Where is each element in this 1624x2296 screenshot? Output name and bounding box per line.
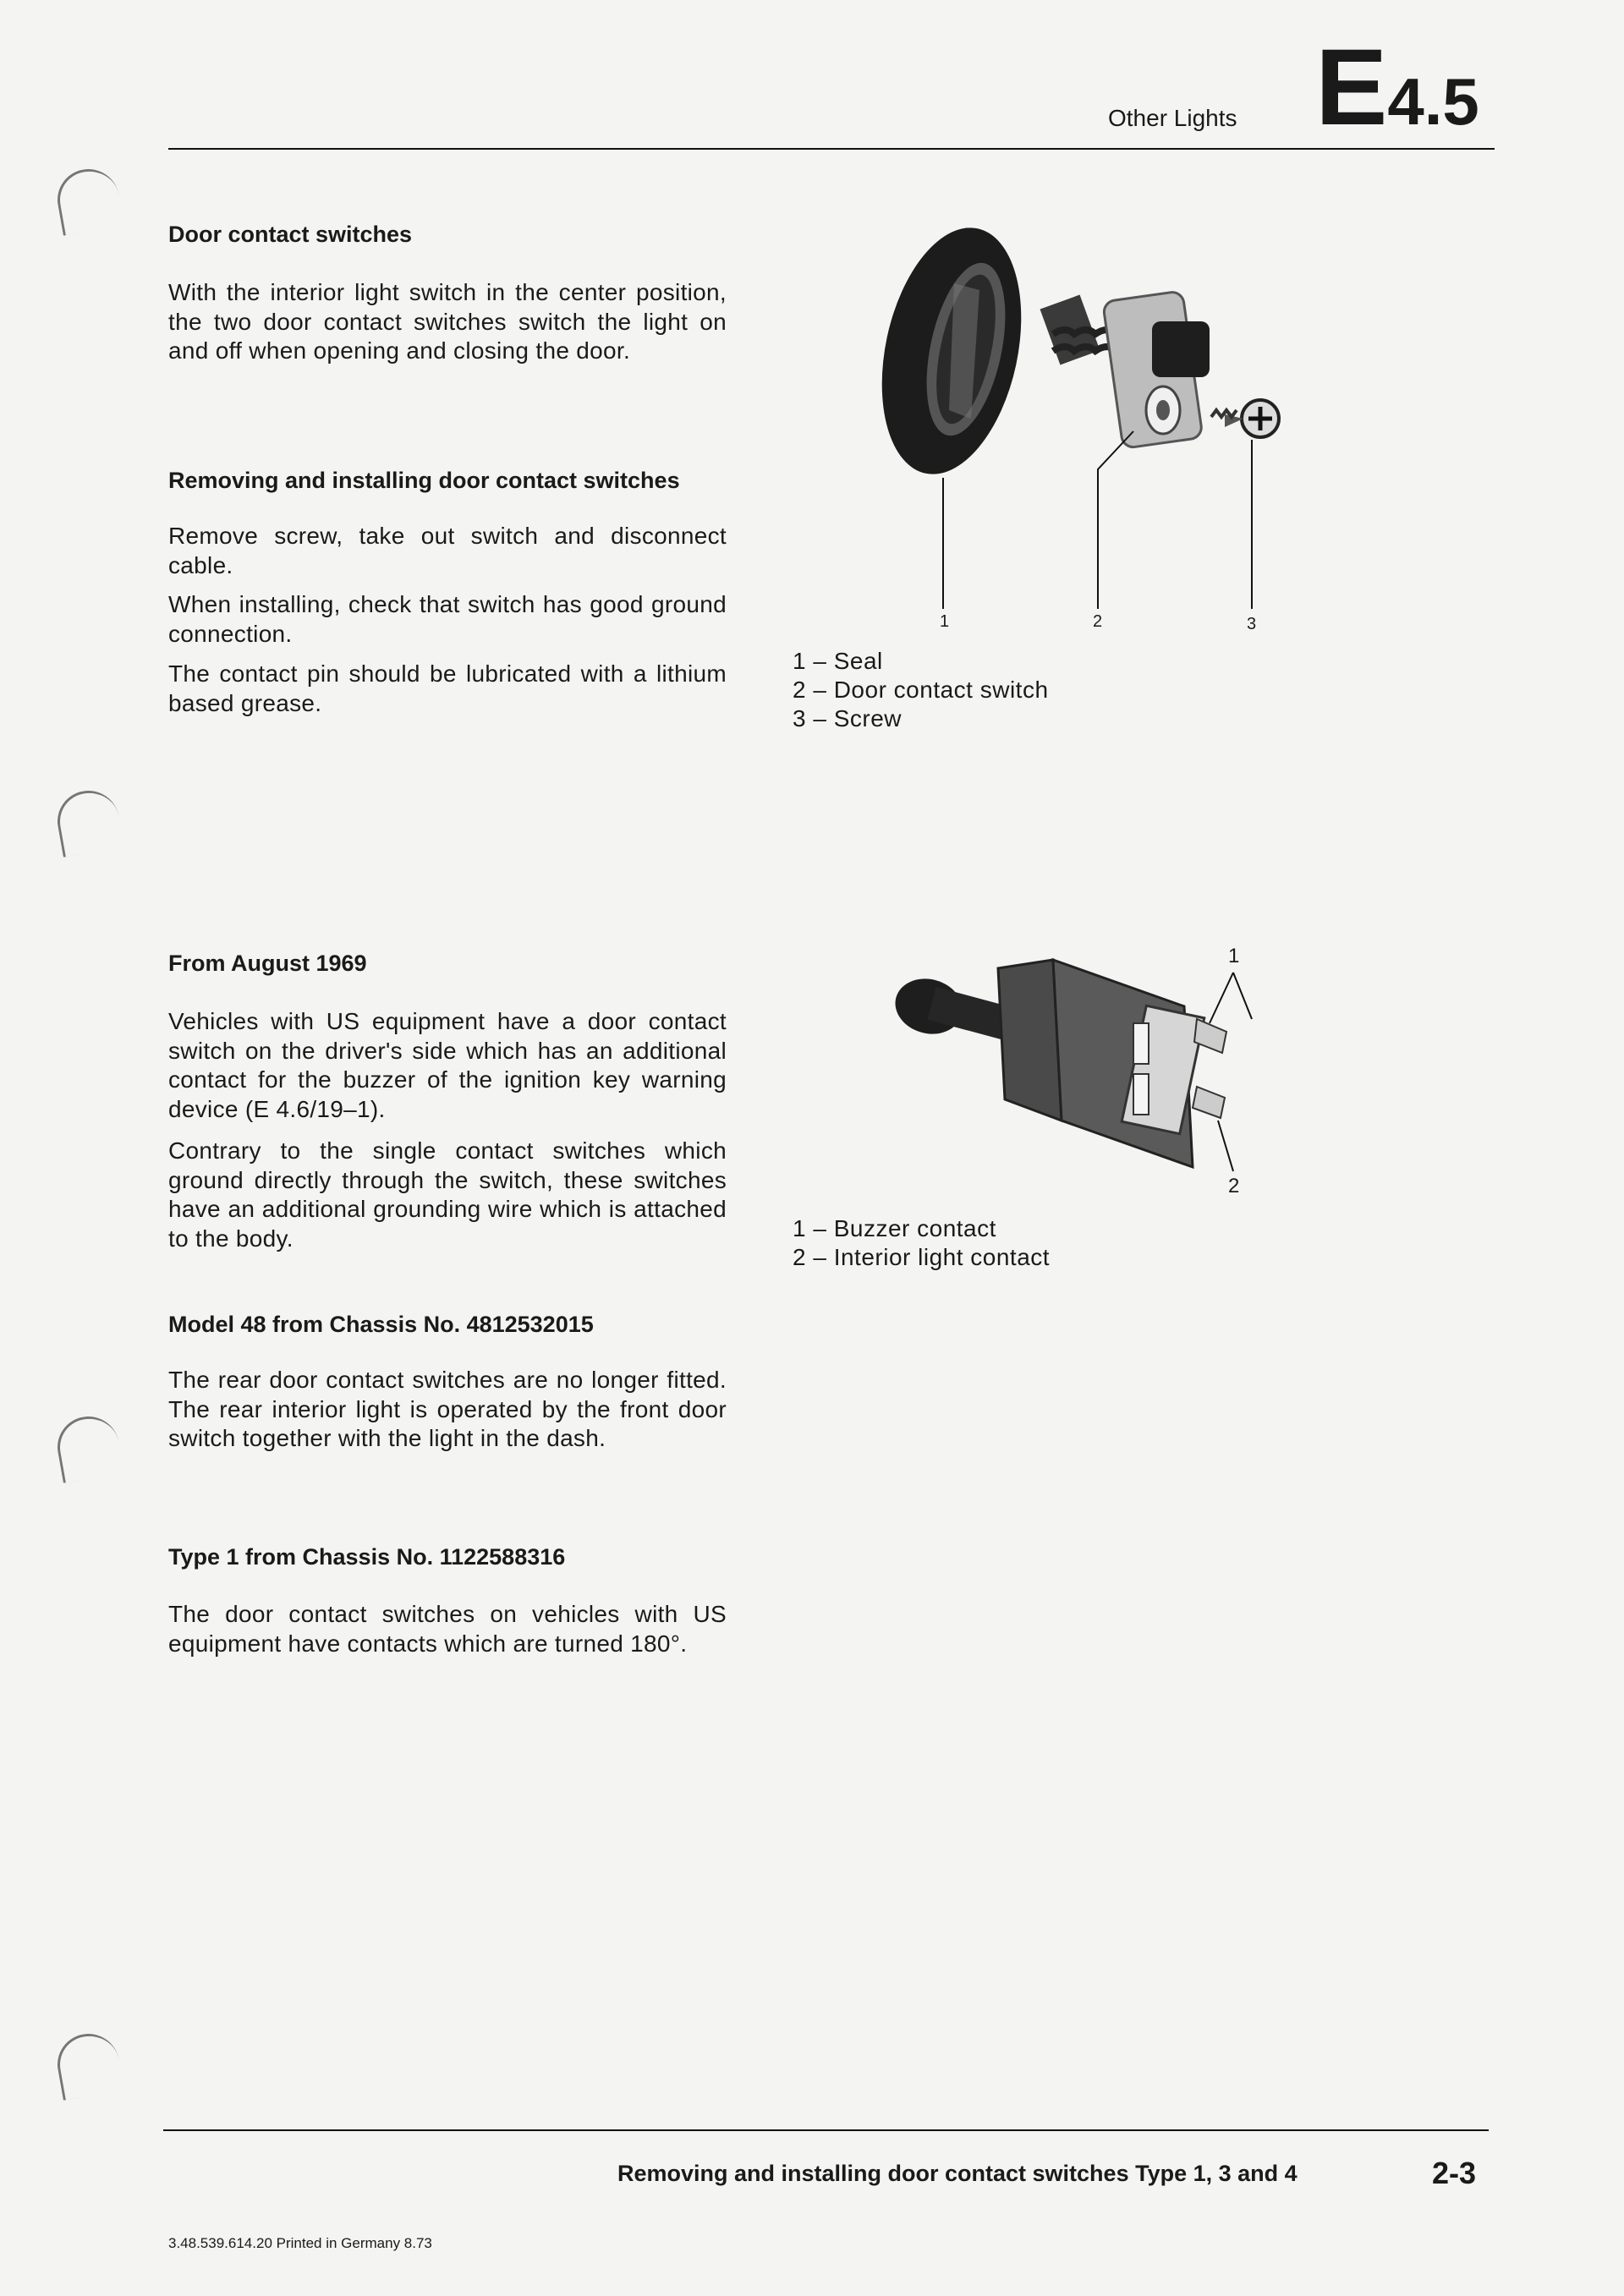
callout-3: 3 bbox=[1247, 615, 1257, 633]
screw-illustration bbox=[1211, 400, 1279, 437]
section-heading: Type 1 from Chassis No. 1122588316 bbox=[168, 1544, 566, 1570]
callout-2: 2 bbox=[1093, 612, 1103, 631]
header-rule bbox=[168, 148, 1495, 150]
binder-hole bbox=[52, 2029, 124, 2101]
section-heading: From August 1969 bbox=[168, 951, 367, 976]
legend-item: 3 – Screw bbox=[793, 705, 902, 732]
paragraph: Vehicles with US equipment have a door contact switch on the driver's side which has an additional contact for the buzzer of the ignition key warning device (E 4.6/19–1). bbox=[168, 1008, 727, 1122]
paragraph: The door contact switches on vehicles with US equipment have contacts which are turned 180°. bbox=[168, 1601, 727, 1657]
paragraph: Remove screw, take out switch and disconnect cable. bbox=[168, 523, 727, 578]
paragraph: When installing, check that switch has good ground connection. bbox=[168, 591, 727, 647]
section-heading: Removing and installing door contact switches bbox=[168, 468, 680, 493]
figure2-legend bbox=[793, 1214, 1050, 1272]
door-contact-switch-exploded-figure bbox=[871, 224, 1311, 638]
paragraph: Contrary to the single contact switches which ground directly through the switch, these switches have an additional grounding wire which is attached to the body. bbox=[168, 1137, 727, 1252]
footer-title: Removing and installing door contact switches Type 1, 3 and 4 bbox=[617, 2161, 1298, 2186]
page-number: 2-3 bbox=[1432, 2156, 1477, 2190]
paragraph: The contact pin should be lubricated with a lithium based grease. bbox=[168, 660, 727, 716]
section-heading: Door contact switches bbox=[168, 222, 413, 247]
dual-contact-switch-figure bbox=[880, 939, 1286, 1201]
callout-1: 1 bbox=[1228, 945, 1240, 967]
section-title: Other Lights bbox=[1108, 105, 1237, 131]
print-info: 3.48.539.614.20 Printed in Germany 8.73 bbox=[168, 2235, 432, 2251]
paragraph: The rear door contact switches are no longer fitted. The rear interior light is operated by the front door switch together with the light in the dash. bbox=[168, 1367, 727, 1451]
footer-rule bbox=[163, 2129, 1489, 2131]
figure1-legend bbox=[793, 647, 1049, 733]
binder-hole bbox=[52, 786, 124, 858]
legend-item: 1 – Seal bbox=[793, 648, 883, 674]
door-contact-switch-illustration bbox=[1040, 291, 1210, 449]
binder-hole bbox=[52, 164, 124, 236]
callout-2: 2 bbox=[1228, 1175, 1240, 1197]
paragraph: With the interior light switch in the center position, the two door contact switches switch the light on and off when opening and closing the door. bbox=[168, 279, 727, 364]
legend-item: 2 – Interior light contact bbox=[793, 1244, 1051, 1270]
dual-contact-switch-illustration bbox=[889, 960, 1226, 1167]
callout-1: 1 bbox=[940, 612, 950, 631]
binder-hole bbox=[52, 1411, 124, 1483]
section-number: 4.5 bbox=[1387, 64, 1479, 139]
seal-illustration bbox=[861, 215, 1042, 487]
section-letter: E bbox=[1315, 27, 1388, 148]
section-heading: Model 48 from Chassis No. 4812532015 bbox=[168, 1312, 594, 1337]
section-code bbox=[1315, 27, 1479, 148]
legend-item: 1 – Buzzer contact bbox=[793, 1215, 996, 1241]
legend-item: 2 – Door contact switch bbox=[793, 677, 1049, 703]
